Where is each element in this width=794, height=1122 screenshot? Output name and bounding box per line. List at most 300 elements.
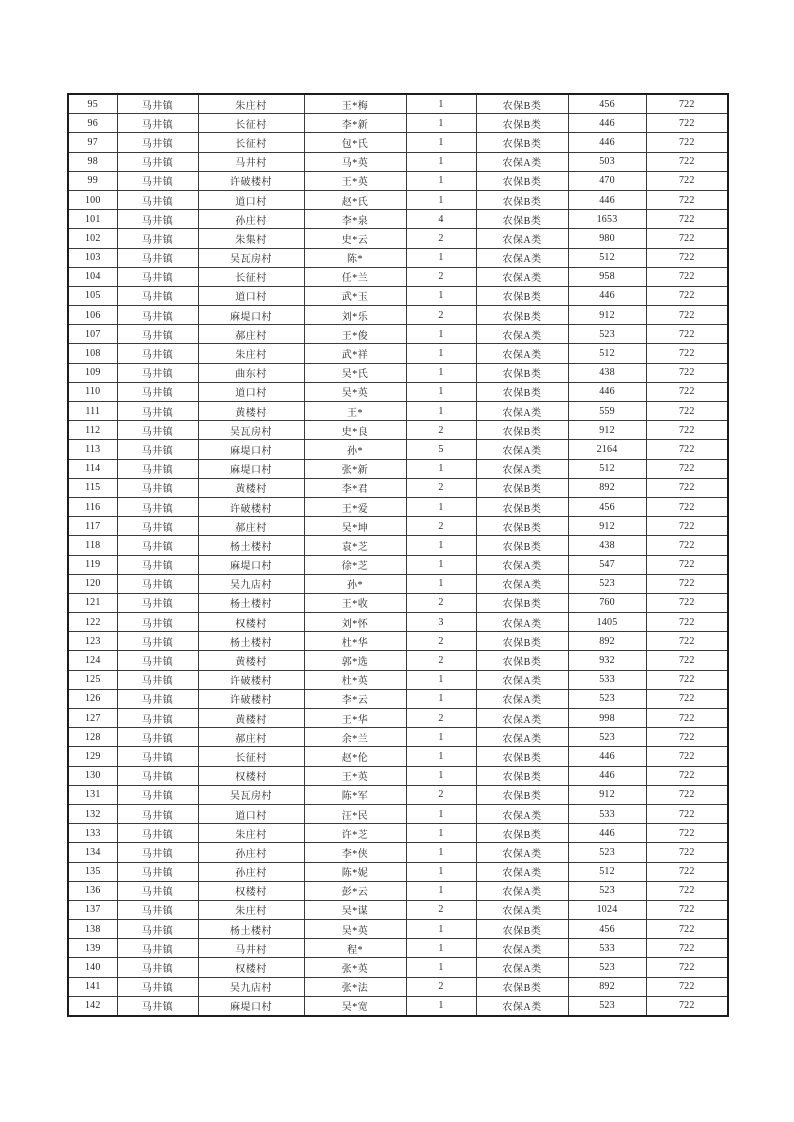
table-row bbox=[68, 478, 728, 497]
cell-amount: 533 bbox=[568, 804, 646, 823]
cell-town: 马井镇 bbox=[117, 939, 198, 958]
table-row bbox=[68, 939, 728, 958]
cell-insurance-category: 农保B类 bbox=[476, 286, 568, 305]
cell-village: 麻堤口村 bbox=[198, 996, 304, 1016]
cell-person-name: 李*侠 bbox=[304, 843, 406, 862]
cell-person-count: 1 bbox=[406, 939, 476, 958]
cell-person-name: 王*华 bbox=[304, 709, 406, 728]
cell-amount: 438 bbox=[568, 536, 646, 555]
cell-town: 马井镇 bbox=[117, 958, 198, 977]
cell-standard: 722 bbox=[646, 325, 728, 344]
cell-row-number: 98 bbox=[68, 152, 117, 171]
cell-amount: 559 bbox=[568, 402, 646, 421]
cell-person-name: 吴*宽 bbox=[304, 996, 406, 1016]
cell-town: 马井镇 bbox=[117, 766, 198, 785]
cell-village: 孙庄村 bbox=[198, 210, 304, 229]
cell-standard: 722 bbox=[646, 229, 728, 248]
cell-person-name: 吴*英 bbox=[304, 920, 406, 939]
cell-standard: 722 bbox=[646, 133, 728, 152]
table-row bbox=[68, 689, 728, 708]
cell-amount: 1405 bbox=[568, 613, 646, 632]
cell-row-number: 107 bbox=[68, 325, 117, 344]
cell-person-name: 李*泉 bbox=[304, 210, 406, 229]
cell-row-number: 126 bbox=[68, 689, 117, 708]
cell-town: 马井镇 bbox=[117, 248, 198, 267]
cell-amount: 523 bbox=[568, 958, 646, 977]
table-row bbox=[68, 229, 728, 248]
cell-village: 麻堤口村 bbox=[198, 555, 304, 574]
cell-person-name: 李*云 bbox=[304, 689, 406, 708]
cell-row-number: 130 bbox=[68, 766, 117, 785]
cell-person-name: 刘*怀 bbox=[304, 613, 406, 632]
cell-insurance-category: 农保B类 bbox=[476, 363, 568, 382]
cell-amount: 892 bbox=[568, 632, 646, 651]
cell-row-number: 120 bbox=[68, 574, 117, 593]
table-row bbox=[68, 670, 728, 689]
cell-row-number: 124 bbox=[68, 651, 117, 670]
cell-person-count: 1 bbox=[406, 402, 476, 421]
table-row bbox=[68, 728, 728, 747]
cell-village: 权楼村 bbox=[198, 881, 304, 900]
cell-town: 马井镇 bbox=[117, 555, 198, 574]
cell-standard: 722 bbox=[646, 402, 728, 421]
cell-row-number: 121 bbox=[68, 593, 117, 612]
cell-town: 马井镇 bbox=[117, 497, 198, 516]
cell-row-number: 106 bbox=[68, 306, 117, 325]
cell-standard: 722 bbox=[646, 497, 728, 516]
cell-person-name: 程* bbox=[304, 939, 406, 958]
table-body bbox=[68, 94, 728, 1016]
cell-insurance-category: 农保B类 bbox=[476, 593, 568, 612]
cell-person-count: 1 bbox=[406, 344, 476, 363]
cell-town: 马井镇 bbox=[117, 114, 198, 133]
cell-village: 黄楼村 bbox=[198, 478, 304, 497]
cell-person-name: 杜*英 bbox=[304, 670, 406, 689]
table-row bbox=[68, 421, 728, 440]
cell-row-number: 138 bbox=[68, 920, 117, 939]
cell-person-name: 郭*选 bbox=[304, 651, 406, 670]
cell-row-number: 134 bbox=[68, 843, 117, 862]
cell-town: 马井镇 bbox=[117, 709, 198, 728]
cell-person-count: 1 bbox=[406, 133, 476, 152]
cell-standard: 722 bbox=[646, 862, 728, 881]
cell-amount: 503 bbox=[568, 152, 646, 171]
cell-town: 马井镇 bbox=[117, 286, 198, 305]
cell-village: 麻堤口村 bbox=[198, 459, 304, 478]
table-row bbox=[68, 536, 728, 555]
table-row bbox=[68, 920, 728, 939]
cell-row-number: 137 bbox=[68, 900, 117, 919]
cell-town: 马井镇 bbox=[117, 402, 198, 421]
cell-row-number: 125 bbox=[68, 670, 117, 689]
cell-town: 马井镇 bbox=[117, 824, 198, 843]
cell-standard: 722 bbox=[646, 900, 728, 919]
cell-person-count: 1 bbox=[406, 171, 476, 190]
cell-town: 马井镇 bbox=[117, 267, 198, 286]
cell-person-count: 1 bbox=[406, 670, 476, 689]
cell-amount: 446 bbox=[568, 747, 646, 766]
cell-standard: 722 bbox=[646, 881, 728, 900]
cell-amount: 523 bbox=[568, 728, 646, 747]
cell-standard: 722 bbox=[646, 747, 728, 766]
cell-village: 许破楼村 bbox=[198, 497, 304, 516]
cell-village: 吴瓦房村 bbox=[198, 248, 304, 267]
cell-village: 权楼村 bbox=[198, 958, 304, 977]
cell-amount: 760 bbox=[568, 593, 646, 612]
cell-amount: 523 bbox=[568, 574, 646, 593]
cell-person-count: 1 bbox=[406, 920, 476, 939]
cell-village: 孙庄村 bbox=[198, 862, 304, 881]
cell-standard: 722 bbox=[646, 517, 728, 536]
cell-standard: 722 bbox=[646, 210, 728, 229]
cell-person-name: 王*爱 bbox=[304, 497, 406, 516]
cell-row-number: 133 bbox=[68, 824, 117, 843]
cell-standard: 722 bbox=[646, 824, 728, 843]
cell-insurance-category: 农保B类 bbox=[476, 517, 568, 536]
cell-town: 马井镇 bbox=[117, 325, 198, 344]
cell-row-number: 117 bbox=[68, 517, 117, 536]
cell-insurance-category: 农保B类 bbox=[476, 421, 568, 440]
cell-standard: 722 bbox=[646, 920, 728, 939]
cell-person-name: 吴*坤 bbox=[304, 517, 406, 536]
cell-insurance-category: 农保A类 bbox=[476, 900, 568, 919]
cell-insurance-category: 农保A类 bbox=[476, 958, 568, 977]
cell-standard: 722 bbox=[646, 689, 728, 708]
cell-amount: 912 bbox=[568, 517, 646, 536]
cell-person-name: 杜*华 bbox=[304, 632, 406, 651]
cell-row-number: 96 bbox=[68, 114, 117, 133]
cell-standard: 722 bbox=[646, 94, 728, 114]
cell-amount: 998 bbox=[568, 709, 646, 728]
cell-standard: 722 bbox=[646, 766, 728, 785]
cell-standard: 722 bbox=[646, 709, 728, 728]
cell-person-count: 2 bbox=[406, 229, 476, 248]
cell-amount: 1653 bbox=[568, 210, 646, 229]
cell-amount: 892 bbox=[568, 478, 646, 497]
cell-amount: 438 bbox=[568, 363, 646, 382]
cell-village: 道口村 bbox=[198, 190, 304, 209]
cell-person-name: 王*英 bbox=[304, 171, 406, 190]
cell-amount: 446 bbox=[568, 133, 646, 152]
cell-insurance-category: 农保B类 bbox=[476, 632, 568, 651]
cell-standard: 722 bbox=[646, 977, 728, 996]
cell-insurance-category: 农保B类 bbox=[476, 306, 568, 325]
cell-row-number: 129 bbox=[68, 747, 117, 766]
cell-row-number: 136 bbox=[68, 881, 117, 900]
cell-village: 吴九店村 bbox=[198, 977, 304, 996]
table-row bbox=[68, 881, 728, 900]
cell-insurance-category: 农保A类 bbox=[476, 709, 568, 728]
cell-person-name: 王*英 bbox=[304, 766, 406, 785]
table-row bbox=[68, 996, 728, 1016]
cell-person-name: 包*氏 bbox=[304, 133, 406, 152]
cell-insurance-category: 农保B类 bbox=[476, 977, 568, 996]
cell-village: 吴瓦房村 bbox=[198, 785, 304, 804]
cell-standard: 722 bbox=[646, 248, 728, 267]
cell-row-number: 116 bbox=[68, 497, 117, 516]
cell-village: 孙庄村 bbox=[198, 843, 304, 862]
cell-person-name: 许*芝 bbox=[304, 824, 406, 843]
cell-amount: 456 bbox=[568, 920, 646, 939]
cell-row-number: 101 bbox=[68, 210, 117, 229]
cell-insurance-category: 农保A类 bbox=[476, 229, 568, 248]
cell-person-count: 4 bbox=[406, 210, 476, 229]
cell-town: 马井镇 bbox=[117, 210, 198, 229]
table-row bbox=[68, 632, 728, 651]
cell-village: 长征村 bbox=[198, 114, 304, 133]
cell-standard: 722 bbox=[646, 651, 728, 670]
cell-amount: 512 bbox=[568, 862, 646, 881]
cell-insurance-category: 农保B类 bbox=[476, 94, 568, 114]
cell-person-name: 王*俊 bbox=[304, 325, 406, 344]
cell-person-count: 5 bbox=[406, 440, 476, 459]
cell-person-name: 陈*妮 bbox=[304, 862, 406, 881]
cell-person-count: 1 bbox=[406, 459, 476, 478]
cell-village: 道口村 bbox=[198, 286, 304, 305]
table-row bbox=[68, 977, 728, 996]
cell-insurance-category: 农保A类 bbox=[476, 574, 568, 593]
cell-amount: 892 bbox=[568, 977, 646, 996]
cell-amount: 456 bbox=[568, 94, 646, 114]
table-row bbox=[68, 613, 728, 632]
cell-amount: 533 bbox=[568, 939, 646, 958]
cell-insurance-category: 农保A类 bbox=[476, 996, 568, 1016]
cell-insurance-category: 农保A类 bbox=[476, 402, 568, 421]
cell-insurance-category: 农保A类 bbox=[476, 939, 568, 958]
cell-insurance-category: 农保A类 bbox=[476, 613, 568, 632]
cell-village: 曲东村 bbox=[198, 363, 304, 382]
cell-person-name: 孙* bbox=[304, 574, 406, 593]
cell-person-name: 王* bbox=[304, 402, 406, 421]
cell-row-number: 115 bbox=[68, 478, 117, 497]
cell-town: 马井镇 bbox=[117, 306, 198, 325]
cell-amount: 446 bbox=[568, 286, 646, 305]
cell-row-number: 119 bbox=[68, 555, 117, 574]
table-row bbox=[68, 709, 728, 728]
cell-person-count: 1 bbox=[406, 382, 476, 401]
cell-insurance-category: 农保B类 bbox=[476, 824, 568, 843]
cell-amount: 523 bbox=[568, 996, 646, 1016]
table-row bbox=[68, 785, 728, 804]
cell-standard: 722 bbox=[646, 306, 728, 325]
cell-row-number: 131 bbox=[68, 785, 117, 804]
cell-insurance-category: 农保B类 bbox=[476, 651, 568, 670]
cell-row-number: 112 bbox=[68, 421, 117, 440]
cell-row-number: 95 bbox=[68, 94, 117, 114]
cell-town: 马井镇 bbox=[117, 613, 198, 632]
cell-standard: 722 bbox=[646, 478, 728, 497]
cell-town: 马井镇 bbox=[117, 363, 198, 382]
cell-person-count: 1 bbox=[406, 248, 476, 267]
cell-row-number: 122 bbox=[68, 613, 117, 632]
benefit-roster-table bbox=[67, 93, 729, 1017]
cell-town: 马井镇 bbox=[117, 133, 198, 152]
cell-town: 马井镇 bbox=[117, 900, 198, 919]
cell-standard: 722 bbox=[646, 804, 728, 823]
cell-insurance-category: 农保B类 bbox=[476, 171, 568, 190]
cell-village: 杨土楼村 bbox=[198, 920, 304, 939]
cell-insurance-category: 农保B类 bbox=[476, 114, 568, 133]
cell-row-number: 104 bbox=[68, 267, 117, 286]
cell-town: 马井镇 bbox=[117, 517, 198, 536]
table-row bbox=[68, 248, 728, 267]
cell-person-count: 3 bbox=[406, 613, 476, 632]
cell-person-count: 1 bbox=[406, 497, 476, 516]
cell-insurance-category: 农保A类 bbox=[476, 152, 568, 171]
table-row bbox=[68, 497, 728, 516]
cell-insurance-category: 农保B类 bbox=[476, 210, 568, 229]
cell-amount: 2164 bbox=[568, 440, 646, 459]
cell-village: 朱庄村 bbox=[198, 900, 304, 919]
cell-town: 马井镇 bbox=[117, 728, 198, 747]
cell-row-number: 139 bbox=[68, 939, 117, 958]
cell-amount: 1024 bbox=[568, 900, 646, 919]
cell-person-count: 1 bbox=[406, 728, 476, 747]
cell-amount: 470 bbox=[568, 171, 646, 190]
cell-standard: 722 bbox=[646, 785, 728, 804]
cell-person-name: 陈* bbox=[304, 248, 406, 267]
cell-person-name: 史*云 bbox=[304, 229, 406, 248]
cell-town: 马井镇 bbox=[117, 689, 198, 708]
cell-person-count: 1 bbox=[406, 286, 476, 305]
cell-person-name: 张*英 bbox=[304, 958, 406, 977]
table-row bbox=[68, 267, 728, 286]
cell-person-name: 孙* bbox=[304, 440, 406, 459]
cell-amount: 446 bbox=[568, 190, 646, 209]
cell-standard: 722 bbox=[646, 152, 728, 171]
cell-amount: 456 bbox=[568, 497, 646, 516]
cell-standard: 722 bbox=[646, 363, 728, 382]
table-row bbox=[68, 804, 728, 823]
cell-person-name: 吴*谋 bbox=[304, 900, 406, 919]
cell-insurance-category: 农保A类 bbox=[476, 248, 568, 267]
cell-person-name: 王*梅 bbox=[304, 94, 406, 114]
cell-standard: 722 bbox=[646, 555, 728, 574]
table-row bbox=[68, 286, 728, 305]
cell-town: 马井镇 bbox=[117, 593, 198, 612]
cell-amount: 512 bbox=[568, 459, 646, 478]
cell-row-number: 105 bbox=[68, 286, 117, 305]
cell-town: 马井镇 bbox=[117, 747, 198, 766]
cell-amount: 912 bbox=[568, 421, 646, 440]
cell-standard: 722 bbox=[646, 728, 728, 747]
cell-person-count: 1 bbox=[406, 190, 476, 209]
table-row bbox=[68, 651, 728, 670]
cell-village: 朱庄村 bbox=[198, 94, 304, 114]
table-row bbox=[68, 133, 728, 152]
cell-insurance-category: 农保A类 bbox=[476, 843, 568, 862]
cell-amount: 547 bbox=[568, 555, 646, 574]
cell-standard: 722 bbox=[646, 190, 728, 209]
cell-row-number: 141 bbox=[68, 977, 117, 996]
cell-person-name: 史*良 bbox=[304, 421, 406, 440]
cell-standard: 722 bbox=[646, 670, 728, 689]
cell-person-count: 1 bbox=[406, 996, 476, 1016]
cell-person-count: 1 bbox=[406, 958, 476, 977]
cell-amount: 523 bbox=[568, 325, 646, 344]
cell-insurance-category: 农保A类 bbox=[476, 804, 568, 823]
cell-person-name: 袁*芝 bbox=[304, 536, 406, 555]
table-row bbox=[68, 402, 728, 421]
cell-amount: 512 bbox=[568, 344, 646, 363]
cell-village: 长征村 bbox=[198, 267, 304, 286]
cell-person-count: 1 bbox=[406, 152, 476, 171]
cell-row-number: 103 bbox=[68, 248, 117, 267]
cell-village: 朱庄村 bbox=[198, 344, 304, 363]
cell-person-count: 1 bbox=[406, 555, 476, 574]
cell-standard: 722 bbox=[646, 421, 728, 440]
cell-insurance-category: 农保A类 bbox=[476, 344, 568, 363]
cell-town: 马井镇 bbox=[117, 881, 198, 900]
cell-town: 马井镇 bbox=[117, 229, 198, 248]
cell-village: 黄楼村 bbox=[198, 709, 304, 728]
cell-town: 马井镇 bbox=[117, 574, 198, 593]
cell-village: 马井村 bbox=[198, 152, 304, 171]
cell-row-number: 114 bbox=[68, 459, 117, 478]
cell-person-count: 1 bbox=[406, 94, 476, 114]
cell-town: 马井镇 bbox=[117, 421, 198, 440]
cell-person-name: 武*祥 bbox=[304, 344, 406, 363]
cell-town: 马井镇 bbox=[117, 94, 198, 114]
cell-person-name: 吴*氏 bbox=[304, 363, 406, 382]
cell-insurance-category: 农保A类 bbox=[476, 670, 568, 689]
table-row bbox=[68, 363, 728, 382]
cell-person-name: 李*新 bbox=[304, 114, 406, 133]
table-row bbox=[68, 210, 728, 229]
cell-standard: 722 bbox=[646, 382, 728, 401]
cell-person-count: 1 bbox=[406, 114, 476, 133]
cell-insurance-category: 农保A类 bbox=[476, 862, 568, 881]
cell-standard: 722 bbox=[646, 440, 728, 459]
cell-insurance-category: 农保A类 bbox=[476, 881, 568, 900]
cell-insurance-category: 农保B类 bbox=[476, 382, 568, 401]
table-row bbox=[68, 843, 728, 862]
cell-person-count: 2 bbox=[406, 709, 476, 728]
cell-person-count: 1 bbox=[406, 363, 476, 382]
cell-person-name: 张*新 bbox=[304, 459, 406, 478]
cell-village: 道口村 bbox=[198, 382, 304, 401]
cell-standard: 722 bbox=[646, 267, 728, 286]
cell-insurance-category: 农保A类 bbox=[476, 728, 568, 747]
cell-row-number: 110 bbox=[68, 382, 117, 401]
cell-insurance-category: 农保A类 bbox=[476, 267, 568, 286]
cell-person-name: 余*兰 bbox=[304, 728, 406, 747]
cell-standard: 722 bbox=[646, 632, 728, 651]
cell-insurance-category: 农保B类 bbox=[476, 747, 568, 766]
cell-row-number: 128 bbox=[68, 728, 117, 747]
table-row bbox=[68, 747, 728, 766]
cell-row-number: 140 bbox=[68, 958, 117, 977]
cell-village: 杨土楼村 bbox=[198, 632, 304, 651]
table-row bbox=[68, 171, 728, 190]
cell-village: 郝庄村 bbox=[198, 325, 304, 344]
cell-person-count: 1 bbox=[406, 325, 476, 344]
cell-amount: 446 bbox=[568, 824, 646, 843]
cell-standard: 722 bbox=[646, 613, 728, 632]
cell-row-number: 111 bbox=[68, 402, 117, 421]
cell-person-name: 赵*氏 bbox=[304, 190, 406, 209]
cell-town: 马井镇 bbox=[117, 843, 198, 862]
cell-row-number: 100 bbox=[68, 190, 117, 209]
cell-village: 许破楼村 bbox=[198, 689, 304, 708]
table-row bbox=[68, 440, 728, 459]
cell-person-count: 2 bbox=[406, 517, 476, 536]
cell-town: 马井镇 bbox=[117, 459, 198, 478]
cell-row-number: 97 bbox=[68, 133, 117, 152]
cell-town: 马井镇 bbox=[117, 536, 198, 555]
table-row bbox=[68, 382, 728, 401]
cell-person-count: 1 bbox=[406, 536, 476, 555]
